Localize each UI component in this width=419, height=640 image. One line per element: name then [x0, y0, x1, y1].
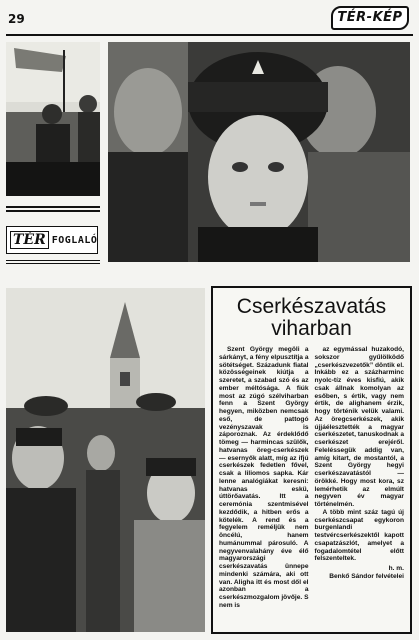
article-columns — [219, 346, 404, 610]
divider-rules-lower — [6, 260, 100, 266]
paragraph: Szent György megöli a sárkányt, a fény elpusztítja a sötétséget. Századunk fiatal közösségeinek kiútja a szeretet, a szabad szó és az ember méltósága. A fiúk most az zúgó szélviharban fenn a Szent György hegyen, miközben nemcsak eső, de pattogó vezényszavak is záporoznak. Az érdeklődő tömeg — harmincas szülők, hatvanas öreg-cserkészek — esernyők alatt, míg az ifjú cserkészek fedetlen fővel, csak a liliomos sapka. Kár lenne analógiákat keresni: hatvanas eskü, úttörőavatás. Itt a ceremónia szentmisével kezdődik, a hitben erős a kötelék. A rend és a fegyelem reméljük nem öncélú, hanem humánummal párosuló. A negyvenvalahány éve élő magyarországi cserkészavatás ünnepe mindenki számára, aki ott van. Aligha itt és most dől el azonban a cserkészmozgalom jövője. S nem is — [219, 346, 309, 609]
article-column-1 — [219, 346, 309, 610]
section-header — [6, 226, 98, 254]
header-rule — [6, 34, 413, 36]
photo-church-crowd — [6, 288, 205, 632]
paragraph: az egymással huzakodó, sokszor gyűlölködő „cserkészvezetők” döntik el. Inkább ez a százharminc nyolc-tíz éves kisfiú, akik csak állnak komolyan az esőben, s értik, vagy nem értik, de alighanem érzik, hogy történik velük valami. Az öregcserkészek, akik újjáélesztették a magyar cserkészetet, tanuskodnak a cserkészet erejéről. Feleléssegük addig van, amíg kitart, de mostantól, a Szent György hegyi cserkészavatástól — örökké. Hogy most kora, sz lemérhetik az elmúlt negyven év magyar történelmén. — [314, 346, 404, 508]
headline-line-1: Cserkészavatás — [236, 295, 387, 318]
article-column-2 — [315, 346, 405, 610]
photo-flag-raising — [6, 42, 100, 196]
photo-scouts-closeup — [108, 42, 410, 262]
section-label: FOGLALÓ — [51, 234, 98, 246]
masthead-logo: TÉR-KÉP — [331, 6, 409, 30]
author-signature: h. m. — [388, 565, 404, 572]
headline-line-2: viharban — [271, 317, 352, 340]
section-brand: TÉR — [10, 231, 49, 249]
paragraph: A több mint száz tagú új cserkészcsapat egykoron burgenlandi testvércserkészektől kapott csapatzászlót, amelyet a fogadalomtétel előtt felszenteltek. — [314, 508, 404, 563]
page-number: 29 — [8, 12, 25, 26]
article-box — [211, 286, 412, 634]
divider-rules — [6, 206, 100, 214]
photo-credit: Benkő Sándor felvételei — [329, 572, 404, 580]
article-headline — [219, 296, 404, 340]
